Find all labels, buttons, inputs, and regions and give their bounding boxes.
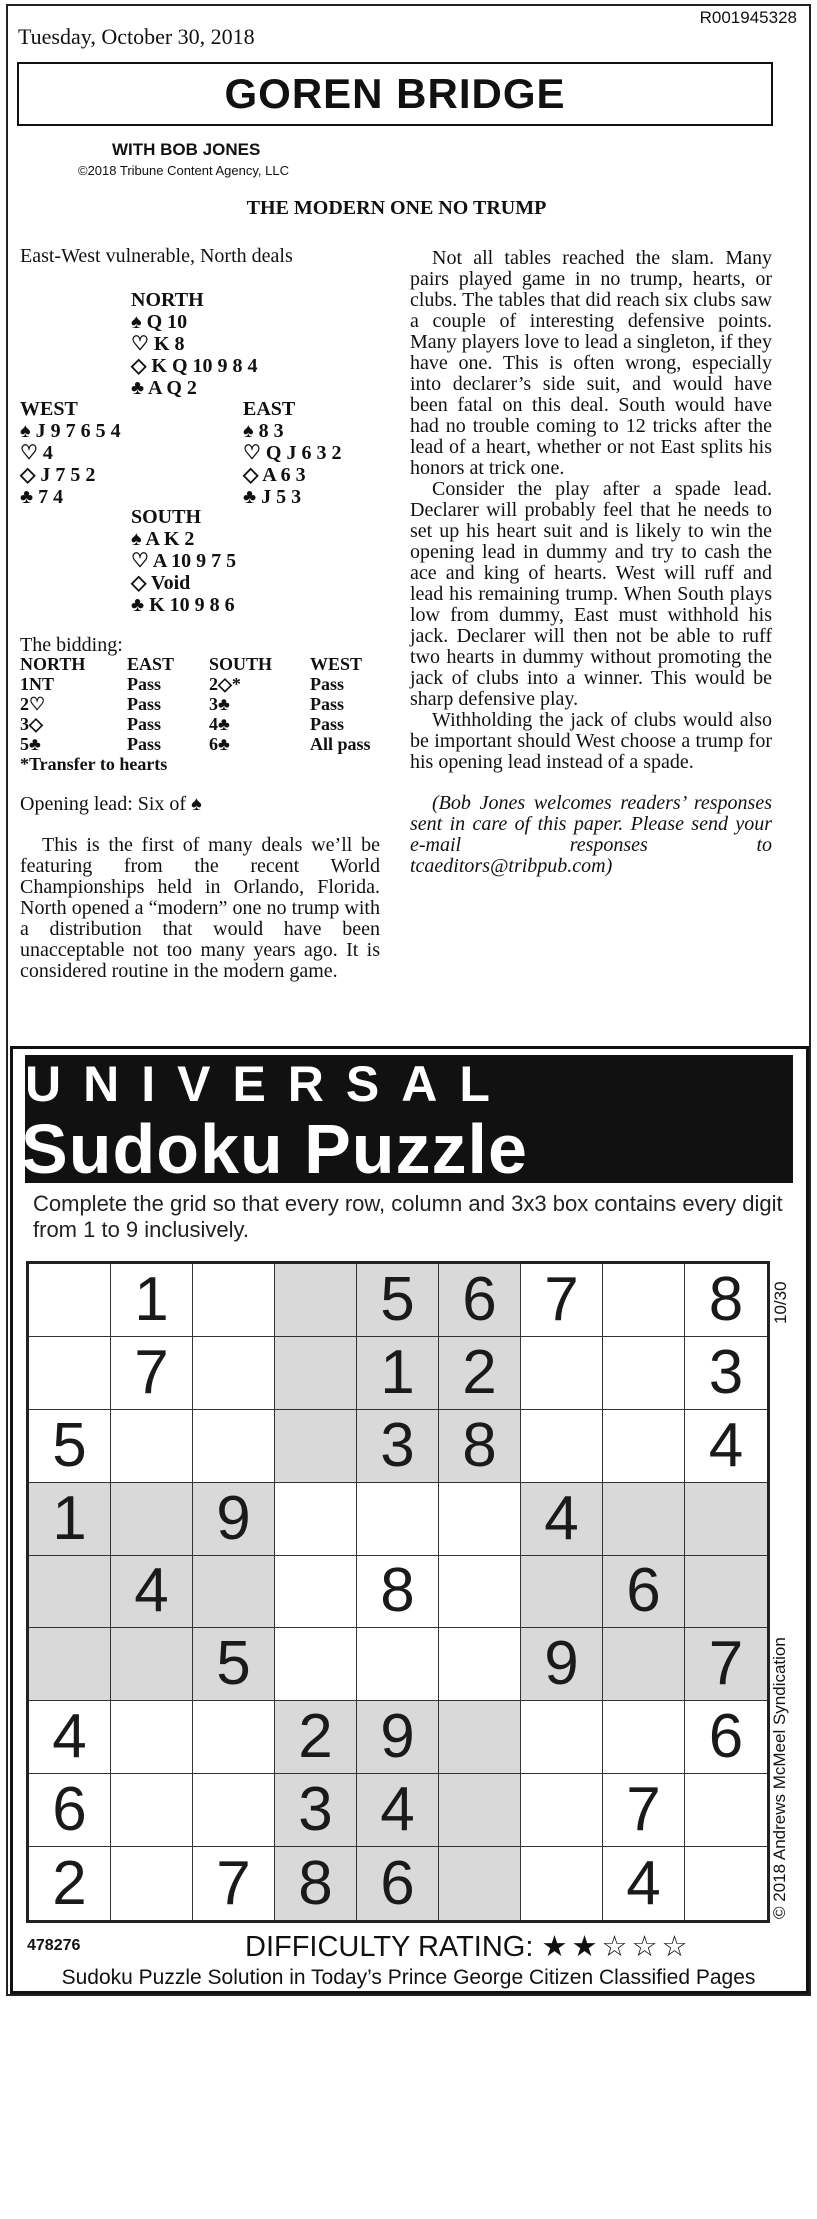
sudoku-cell: 6: [29, 1774, 111, 1847]
reader-note: (Bob Jones welcomes readers’ responses sent in care of this paper. Please send your e-mail responses to tcaeditors@tribpub.com): [410, 792, 772, 877]
syndication-credit: [770, 1637, 798, 2219]
sudoku-cell: [439, 1774, 521, 1847]
bid: Pass: [310, 694, 345, 714]
sudoku-cell: 5: [193, 1628, 275, 1701]
puzzle-date: [771, 1274, 799, 1334]
bidding-footnote: *Transfer to hearts: [20, 754, 168, 774]
sudoku-cell: 1: [357, 1337, 439, 1410]
sudoku-cell: [521, 1337, 603, 1410]
sudoku-cell: 1: [111, 1264, 193, 1337]
west-diamonds: ◇ J 7 5 2: [20, 464, 96, 486]
bid: Pass: [127, 734, 162, 754]
sudoku-cell: 9: [521, 1628, 603, 1701]
sudoku-cell: [603, 1337, 685, 1410]
sudoku-cell: [603, 1628, 685, 1701]
article-title: THE MODERN ONE NO TRUMP: [246, 197, 547, 219]
sudoku-cell: 1: [29, 1483, 111, 1556]
east-label: EAST: [243, 398, 296, 420]
sudoku-cell: 7: [111, 1337, 193, 1410]
difficulty-rating: [245, 1929, 691, 1964]
sudoku-cell: 6: [685, 1701, 767, 1774]
sudoku-cell: [111, 1701, 193, 1774]
article-paragraph: This is the first of many deals we’ll be featuring from the recent World Championships held in Orlando, Florida. North opened a “modern” one no trump with a distribution that would have been unacceptable not too many years ago. It is considered routine in the modern game.: [20, 834, 380, 982]
bid: 4♣: [209, 714, 230, 734]
document-code: R001945328: [699, 8, 797, 27]
sudoku-cell: 3: [685, 1337, 767, 1410]
sudoku-cell: 4: [603, 1847, 685, 1920]
bidding-row: [20, 694, 371, 714]
west-hand: [20, 398, 121, 508]
sudoku-cell: [29, 1264, 111, 1337]
puzzle-id: 478276: [27, 1937, 81, 1954]
sudoku-cell: 2: [275, 1701, 357, 1774]
copyright: ©2018 Tribune Content Agency, LLC: [78, 163, 289, 178]
bid: 6♣: [209, 734, 230, 754]
bid: 2♡: [20, 694, 46, 714]
sudoku-cell: [685, 1483, 767, 1556]
sudoku-cell: [439, 1483, 521, 1556]
sudoku-cell: [357, 1628, 439, 1701]
article-right-column: [410, 248, 772, 877]
east-spades: ♠ 8 3: [243, 420, 284, 442]
sudoku-cell: 6: [439, 1264, 521, 1337]
bid: 3◇: [20, 714, 43, 734]
sudoku-cell: [275, 1410, 357, 1483]
east-hearts: ♡ Q J 6 3 2: [243, 442, 342, 464]
south-clubs: ♣ K 10 9 8 6: [131, 594, 235, 616]
bidding-heading: The bidding:: [20, 634, 123, 656]
sudoku-cell: [193, 1701, 275, 1774]
sudoku-cell: 9: [193, 1483, 275, 1556]
sudoku-cell: 7: [521, 1264, 603, 1337]
sudoku-cell: 8: [275, 1847, 357, 1920]
sudoku-cell: 7: [193, 1847, 275, 1920]
article-paragraph: Withholding the jack of clubs would also be important should West choose a trump for his opening lead instead of a spade.: [410, 709, 772, 773]
bidding-table: [20, 654, 371, 774]
bid: Pass: [127, 674, 162, 694]
sudoku-panel: [10, 1046, 809, 1994]
sudoku-cell: [111, 1628, 193, 1701]
article-paragraph: Not all tables reached the slam. Many pairs played game in no trump, hearts, or clubs. The tables that did reach six clubs saw a couple of interesting defensive points. Many players love to lead a singleton, if they have one. This is often wrong, especially into declarer’s side suit, and would have been fatal on this deal. South would have had no trouble coming to 12 tricks after the lead of a heart, whether or not East splits his honors at trick one.: [410, 247, 772, 479]
puzzle-date-text: 10/30: [771, 1281, 790, 1324]
sudoku-cell: 6: [357, 1847, 439, 1920]
south-hearts: ♡ A 10 9 7 5: [131, 550, 237, 572]
west-spades: ♠ J 9 7 6 5 4: [20, 420, 121, 442]
sudoku-instructions: Complete the grid so that every row, column and 3x3 box contains every digit from 1 to 9 inclusively.: [33, 1191, 783, 1242]
sudoku-cell: 8: [685, 1264, 767, 1337]
south-spades: ♠ A K 2: [131, 528, 195, 550]
sudoku-cell: [439, 1701, 521, 1774]
south-hand: [131, 506, 236, 616]
sudoku-cell: [275, 1483, 357, 1556]
sudoku-cell: [603, 1410, 685, 1483]
sudoku-cell: [193, 1410, 275, 1483]
bid: Pass: [310, 674, 345, 694]
sudoku-cell: [521, 1774, 603, 1847]
sudoku-cell: 2: [439, 1337, 521, 1410]
sudoku-cell: [29, 1556, 111, 1629]
opening-lead: Opening lead: Six of ♠: [20, 793, 202, 815]
south-label: SOUTH: [131, 506, 202, 528]
sudoku-cell: [521, 1701, 603, 1774]
bidding-row: [20, 674, 371, 694]
bidding-row: [20, 734, 371, 754]
sudoku-cell: 4: [685, 1410, 767, 1483]
sudoku-cell: [439, 1556, 521, 1629]
bidding-row: [20, 714, 371, 734]
sudoku-cell: [111, 1774, 193, 1847]
bidding-col-header: SOUTH: [209, 654, 273, 674]
difficulty-stars: ★★☆☆☆: [541, 1931, 692, 1963]
sudoku-cell: 7: [685, 1628, 767, 1701]
sudoku-cell: [275, 1264, 357, 1337]
sudoku-cell: [603, 1483, 685, 1556]
sudoku-cell: [111, 1483, 193, 1556]
bidding-header-row: [20, 654, 371, 674]
difficulty-label: DIFFICULTY RATING:: [245, 1931, 534, 1963]
sudoku-cell: 4: [521, 1483, 603, 1556]
sudoku-cell: [193, 1264, 275, 1337]
sudoku-cell: [521, 1847, 603, 1920]
sudoku-cell: 2: [29, 1847, 111, 1920]
deal-conditions: East-West vulnerable, North deals: [20, 245, 293, 267]
syndication-credit-text: © 2018 Andrews McMeel Syndication: [770, 1637, 789, 1919]
sudoku-cell: [111, 1410, 193, 1483]
bid: Pass: [127, 714, 162, 734]
bid: All pass: [310, 734, 371, 754]
sudoku-cell: [685, 1556, 767, 1629]
sudoku-cell: [521, 1410, 603, 1483]
sudoku-grid: [26, 1261, 770, 1923]
east-hand: [243, 398, 342, 508]
bidding-col-header: EAST: [127, 654, 175, 674]
sudoku-cell: 6: [603, 1556, 685, 1629]
east-clubs: ♣ J 5 3: [243, 486, 302, 508]
north-hand: [131, 289, 258, 399]
sudoku-cell: [29, 1628, 111, 1701]
sudoku-cell: [603, 1701, 685, 1774]
sudoku-cell: [111, 1847, 193, 1920]
sudoku-cell: 3: [275, 1774, 357, 1847]
sudoku-cell: 5: [357, 1264, 439, 1337]
byline: WITH BOB JONES: [112, 140, 261, 159]
sudoku-cell: [193, 1774, 275, 1847]
sudoku-cell: [275, 1337, 357, 1410]
sudoku-title: Sudoku Puzzle: [21, 1110, 528, 1188]
north-hearts: ♡ K 8: [131, 333, 185, 355]
east-diamonds: ◇ A 6 3: [243, 464, 306, 486]
north-spades: ♠ Q 10: [131, 311, 188, 333]
south-diamonds: ◇ Void: [131, 572, 191, 594]
west-hearts: ♡ 4: [20, 442, 53, 464]
title-box: [17, 62, 773, 126]
publication-date: Tuesday, October 30, 2018: [18, 24, 255, 49]
bidding-col-header: NORTH: [20, 654, 86, 674]
sudoku-cell: [275, 1628, 357, 1701]
sudoku-cell: [193, 1556, 275, 1629]
sudoku-cell: 4: [29, 1701, 111, 1774]
north-clubs: ♣ A Q 2: [131, 377, 197, 399]
sudoku-cell: 4: [111, 1556, 193, 1629]
sudoku-cell: [193, 1337, 275, 1410]
sudoku-cell: [275, 1556, 357, 1629]
bid: 3♣: [209, 694, 230, 714]
bid: 5♣: [20, 734, 41, 754]
sudoku-cell: 5: [29, 1410, 111, 1483]
north-diamonds: ◇ K Q 10 9 8 4: [131, 355, 258, 377]
sudoku-cell: [439, 1628, 521, 1701]
sudoku-cell: [521, 1556, 603, 1629]
bidding-col-header: WEST: [310, 654, 363, 674]
sudoku-cell: 3: [357, 1410, 439, 1483]
sudoku-cell: [439, 1847, 521, 1920]
sudoku-cell: 9: [357, 1701, 439, 1774]
sudoku-brand: UNIVERSAL: [25, 1056, 512, 1112]
bid: Pass: [310, 714, 345, 734]
bid: 2◇*: [209, 674, 241, 694]
sudoku-cell: [685, 1774, 767, 1847]
footer-note: Sudoku Puzzle Solution in Today’s Prince George Citizen Classified Pages: [61, 1966, 756, 1989]
sudoku-cell: 8: [439, 1410, 521, 1483]
north-label: NORTH: [131, 289, 204, 311]
sudoku-cell: [357, 1483, 439, 1556]
bid: 1NT: [20, 674, 55, 694]
bid: Pass: [127, 694, 162, 714]
sudoku-cell: [685, 1847, 767, 1920]
sudoku-cell: 8: [357, 1556, 439, 1629]
sudoku-cell: [603, 1264, 685, 1337]
sudoku-cell: 4: [357, 1774, 439, 1847]
west-label: WEST: [20, 398, 78, 420]
west-clubs: ♣ 7 4: [20, 486, 64, 508]
sudoku-cell: 7: [603, 1774, 685, 1847]
article-paragraph: Consider the play after a spade lead. Declarer will probably feel that he needs to set up his heart suit and is likely to win the opening lead in dummy and try to cash the ace and king of hearts. West will ruff and lead his remaining trump. When South plays low from dummy, East must withhold his jack. Declarer will then not be able to ruff two hearts in dummy without promoting the jack of clubs into a winner. This would be sharp defensive play.: [410, 478, 772, 710]
column-title: GOREN BRIDGE: [224, 70, 566, 117]
sudoku-cell: [29, 1337, 111, 1410]
